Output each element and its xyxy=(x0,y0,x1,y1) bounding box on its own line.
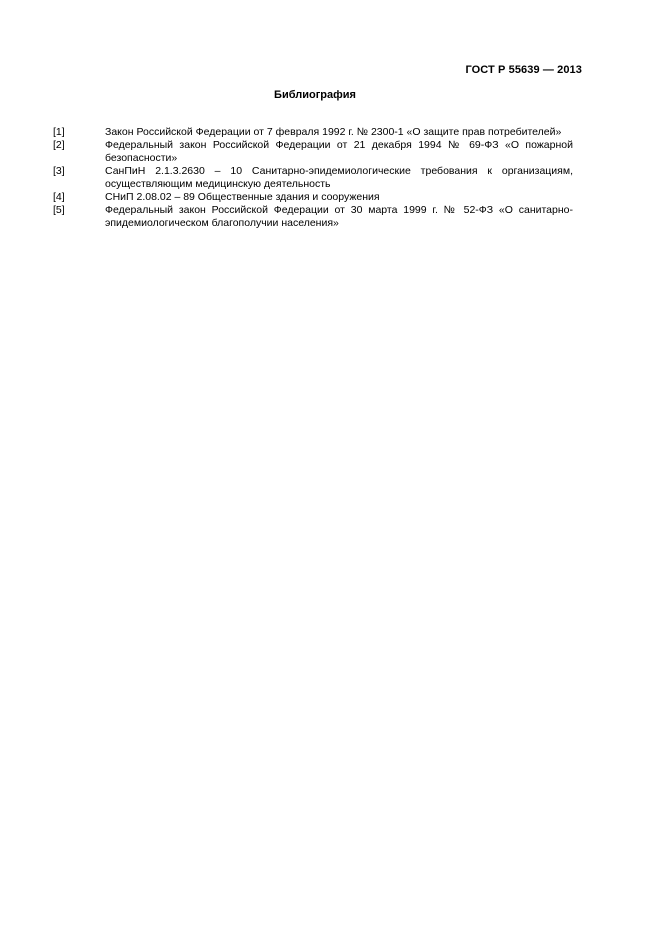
bibliography-list xyxy=(53,126,573,230)
bibliography-text: СНиП 2.08.02 – 89 Общественные здания и сооружения xyxy=(105,191,380,203)
bibliography-item xyxy=(53,126,573,139)
bibliography-item xyxy=(53,139,573,165)
bibliography-text: Федеральный закон Российской Федерации от 30 марта 1999 г. № 52-ФЗ «О санитарно-эпидемиологическом благополучии населения» xyxy=(105,204,573,229)
section-title: Библиография xyxy=(274,89,356,101)
bibliography-number: [2] xyxy=(53,139,65,151)
bibliography-item xyxy=(53,204,573,230)
bibliography-number: [4] xyxy=(53,191,65,203)
bibliography-number: [3] xyxy=(53,165,65,177)
bibliography-number: [5] xyxy=(53,204,65,216)
bibliography-text: СанПиН 2.1.3.2630 – 10 Санитарно-эпидемиологические требования к организациям, осуществляющим медицинскую деятельность xyxy=(105,165,573,190)
bibliography-number: [1] xyxy=(53,126,65,138)
bibliography-item xyxy=(53,165,573,191)
document-code: ГОСТ Р 55639 — 2013 xyxy=(465,64,582,76)
bibliography-text: Федеральный закон Российской Федерации от 21 декабря 1994 № 69-ФЗ «О пожарной безопасности» xyxy=(105,139,573,164)
bibliography-text: Закон Российской Федерации от 7 февраля 1992 г. № 2300-1 «О защите прав потребителей» xyxy=(105,126,562,138)
bibliography-item xyxy=(53,191,573,204)
